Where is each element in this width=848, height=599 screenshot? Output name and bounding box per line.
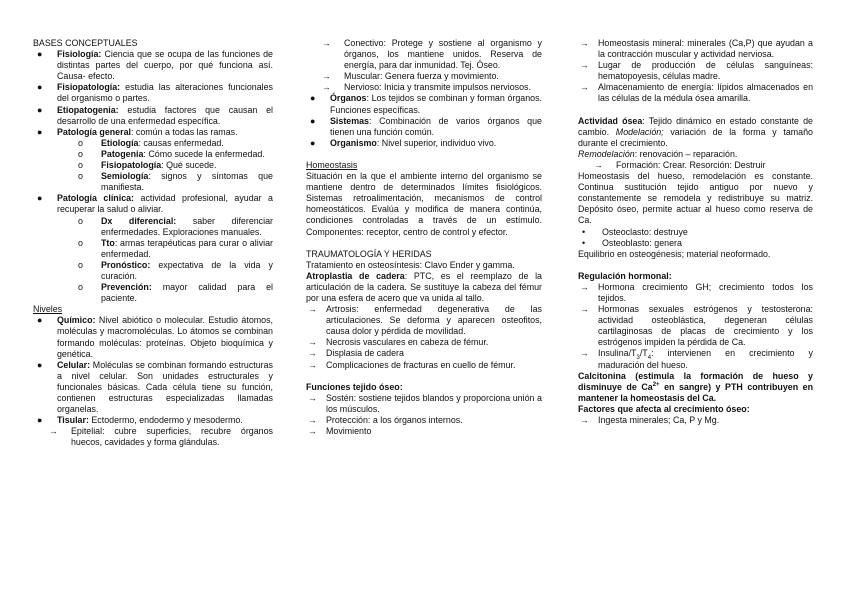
arrow-icon: → xyxy=(308,337,317,348)
list-item: o Dx diferencial: saber diferenciar enfermedades. Exploraciones manuales. xyxy=(78,215,273,237)
column-1 xyxy=(33,38,273,448)
bullet-icon: ● xyxy=(37,104,43,115)
list-item: ● Etiopatogenia: estudia factores que causan el desarrollo de una enfermedad específica. xyxy=(37,104,273,126)
bullet-icon: ● xyxy=(37,193,43,204)
factores-title: Factores que afecta al crecimiento óseo: xyxy=(578,403,750,414)
arrow-icon: → xyxy=(580,348,589,359)
artroplastia-paragraph: Atroplastia de cadera: PTC, es el reemplazo de la articulación de la cadera. Se sustituye la cabeza del fémur por una esfera de acero que va unida al tallo. xyxy=(306,270,542,303)
list-item: → Muscular: Genera fuerza y movimiento. xyxy=(322,71,499,82)
circle-bullet-icon: o xyxy=(78,259,83,270)
list-item: → Formación: Crear. Resorción: Destruir xyxy=(594,159,766,170)
arrow-icon: → xyxy=(308,426,317,436)
list-item: ● Tisular: Ectodermo, endodermo y mesodermo. xyxy=(37,415,243,426)
list-item: o Pronóstico: expectativa de la vida y curación. xyxy=(78,259,273,281)
list-item: • Osteoblasto: genera xyxy=(582,237,682,248)
list-item: → Complicaciones de fracturas en cuello de fémur. xyxy=(308,359,516,370)
bullet-icon: ● xyxy=(37,359,43,370)
list-item: o Etiología: causas enfermedad. xyxy=(78,137,224,148)
arrow-icon: → xyxy=(308,392,317,403)
osteosintesis-line: Tratamiento en osteosíntesis: Clavo Ender y gamma. xyxy=(306,259,515,270)
list-item: • Osteoclasto: destruye xyxy=(582,226,688,237)
circle-bullet-icon: o xyxy=(78,160,83,171)
list-item: ● Órganos: Los tejidos se combinan y forman órganos. Funciones específicas. xyxy=(310,93,542,115)
bases-title: BASES CONCEPTUALES xyxy=(33,38,138,48)
column-2 xyxy=(306,38,542,437)
homeostasis-paragraph: Situación en la que el ambiente interno del organismo se mantiene dentro de determinados límites fisiológicos. Sistemas retroalimentación, mecanismos de control homeostáticos. Evalúa y modifica de manera continúa, condiciones controladas a través de un estímulo. Componentes: receptor, centro de control y efector. xyxy=(306,171,542,237)
list-item: → Displasia de cadera xyxy=(308,348,404,359)
bullet-icon: ● xyxy=(37,315,43,326)
list-item: ● Patología general: común a todas las ramas. xyxy=(37,126,238,137)
list-item: → Artrosis: enfermedad degenerativa de las articulaciones. Se deforma y aparecen osteofitos, causa dolor y pérdida de movilidad. xyxy=(308,304,542,337)
regulacion-title: Regulación hormonal: xyxy=(578,270,672,281)
list-item: → Nervioso: Inicia y transmite impulsos nerviosos. xyxy=(322,82,531,93)
arrow-icon: → xyxy=(308,304,317,315)
arrow-icon: → xyxy=(580,281,589,292)
arrow-icon: → xyxy=(308,348,317,359)
list-item: → Necrosis vasculares en cabeza de fémur. xyxy=(308,337,489,348)
list-item: o Semiología: signos y síntomas que manifiesta. xyxy=(78,171,273,193)
arrow-icon: → xyxy=(580,82,589,93)
list-item: → Lugar de producción de células sanguíneas: hematopoyesis, células madre. xyxy=(580,60,813,82)
bullet-icon: • xyxy=(582,237,586,248)
arrow-icon: → xyxy=(322,71,331,82)
circle-bullet-icon: o xyxy=(78,237,83,248)
list-item: → Protección: a los órganos internos. xyxy=(308,414,463,425)
list-item: → Epitelial: cubre superficies, recubre órganos huecos, cavidades y forma glándulas. xyxy=(49,426,273,448)
bullet-icon: ● xyxy=(310,93,316,104)
column-3 xyxy=(578,38,813,426)
arrow-icon: → xyxy=(580,60,589,71)
list-item: ● Organismo: Nivel superior, individuo vivo. xyxy=(310,137,497,148)
list-item: o Fisiopatología: Qué sucede. xyxy=(78,160,217,171)
list-item: → Almacenamiento de energía: lípidos almacenados en las células de la médula ósea amarilla. xyxy=(580,82,813,104)
list-item: ● Fisiopatología: estudia las alteraciones funcionales del organismo o partes. xyxy=(37,82,273,104)
bullet-icon: ● xyxy=(310,137,316,148)
list-item: ● Sistemas: Combinación de varios órganos que tienen una función común. xyxy=(310,115,542,137)
calcitonina-paragraph: Calcitonina (estimula la formación de hueso y disminuye de $Ca^{2+}$ en sangre) y PTH contribuyen en mantener la homeostasis del Ca. xyxy=(578,370,814,403)
list-item: → Conectivo: Protege y sostiene al organismo y órganos, los mantiene unidos. Reserva de energía, para dar inmunidad. Tej. Óseo. xyxy=(322,38,542,71)
niveles-title: Niveles xyxy=(33,304,63,315)
arrow-icon: → xyxy=(308,414,317,425)
list-item: o Prevención: mayor calidad para el paciente. xyxy=(78,282,273,304)
list-item: → Movimiento xyxy=(308,426,372,436)
bullet-icon: ● xyxy=(310,115,316,126)
list-item: ● Fisiología: Ciencia que se ocupa de las funciones de distintas partes del cuerpo, por qué funciona así. Causa- efecto. xyxy=(37,49,273,82)
list-item: → Sostén: sostiene tejidos blandos y proporciona unión a los músculos. xyxy=(308,392,542,414)
arrow-icon: → xyxy=(322,38,331,48)
bullet-icon: ● xyxy=(37,49,43,60)
homeostasis-hueso-paragraph: Homeostasis del hueso, remodelación es constante. Continua sustitución tejido antiguo por nuevo y constantemente se remodela y redistribuye su matriz. Depósito óseo, permite actuar al hueso como reserva de Ca. xyxy=(578,171,813,226)
arrow-icon: → xyxy=(580,415,589,425)
homeostasis-title: Homeostasis xyxy=(306,159,358,170)
trauma-title: TRAUMATOLOGÍA Y HERIDAS xyxy=(306,248,432,259)
arrow-icon: → xyxy=(322,82,331,93)
arrow-icon: → xyxy=(308,359,317,370)
arrow-icon: → xyxy=(49,426,58,437)
list-item: ● Celular: Moléculas se combinan formando estructuras a nivel celular. Son unidades estructurales y funcionales básicas. Cada célula tiene su función, contienen estructuras especializadas llamadas organelas. xyxy=(37,359,273,415)
circle-bullet-icon: o xyxy=(78,215,83,226)
list-item: o Patogenia: Cómo sucede la enfermedad. xyxy=(78,148,265,159)
list-item: ● Químico: Nivel abiótico o molecular. Estudio átomos, moléculas y macromoléculas. Lo átomos se combinan formando moléculas: proteínas. Objeto bioquímica y genética. xyxy=(37,315,273,359)
circle-bullet-icon: o xyxy=(78,171,83,182)
equilibrio-line: Equilibrio en osteogénesis; material neoformado. xyxy=(578,248,771,259)
list-item: → Insulina/$T_3/T_4$: intervienen en crecimiento y maduración del hueso. xyxy=(580,348,813,370)
circle-bullet-icon: o xyxy=(78,148,83,159)
arrow-icon: → xyxy=(580,38,589,48)
list-item: → Homeostasis mineral: minerales (Ca,P) que ayudan a la contracción muscular y actividad nerviosa. xyxy=(580,38,813,60)
bullet-icon: ● xyxy=(37,126,43,137)
list-item: → Hormonas sexuales estrógenos y testosterona: actividad osteoblástica, degeneran células cartilaginosas de placas de crecimiento y los estrógenos impiden la pérdida de Ca. xyxy=(580,304,813,348)
bullet-icon: ● xyxy=(37,82,43,93)
arrow-icon: → xyxy=(594,159,603,170)
bullet-icon: • xyxy=(582,226,586,237)
list-item: ● Patología clínica: actividad profesional, ayudar a recuperar la salud o aliviar. xyxy=(37,193,273,215)
list-item: → Hormona crecimiento GH; crecimiento todos los tejidos. xyxy=(580,281,813,303)
circle-bullet-icon: o xyxy=(78,282,83,293)
actividad-paragraph: Actividad ósea: Tejido dinámico en estado constante de cambio. Modelación; variación de la forma y tamaño durante el crecimiento. xyxy=(578,115,813,148)
arrow-icon: → xyxy=(580,304,589,315)
list-item: → Ingesta minerales; Ca, P y Mg. xyxy=(580,415,720,425)
bullet-icon: ● xyxy=(37,415,43,426)
remodelacion-line: Remodelación: renovación – reparación. xyxy=(578,148,738,159)
circle-bullet-icon: o xyxy=(78,137,83,148)
list-item: o Tto: armas terapéuticas para curar o aliviar enfermedad. xyxy=(78,237,273,259)
funciones-title: Funciones tejido óseo: xyxy=(306,381,403,392)
